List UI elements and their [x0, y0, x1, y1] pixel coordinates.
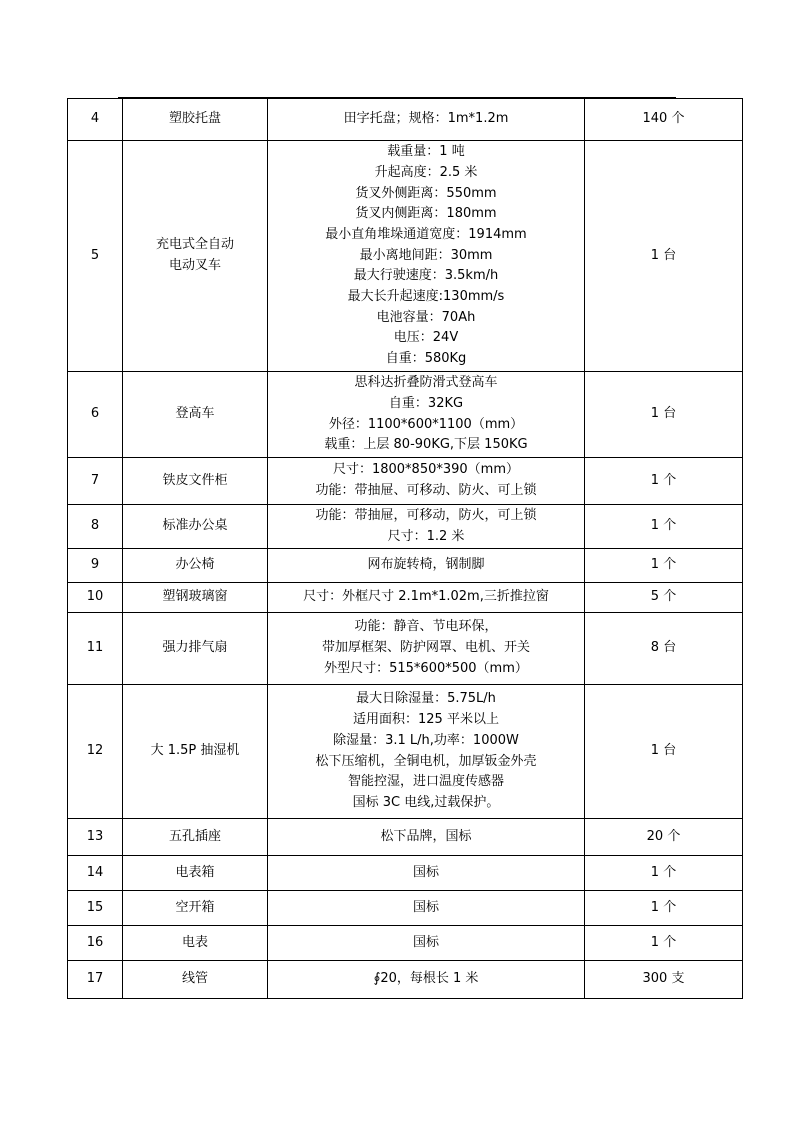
item-spec-text: ∮20，每根长 1 米 [373, 971, 479, 987]
item-spec-text: 自重：32KG [388, 395, 464, 411]
item-quantity [585, 856, 743, 891]
item-spec-text: 国标 [412, 899, 439, 915]
item-spec-text: 松下品牌，国标 [380, 828, 472, 844]
item-name-text: 线管 [181, 971, 208, 987]
item-number [68, 505, 123, 549]
item-number-text: 6 [90, 406, 100, 422]
item-spec-text: 尺寸：外框尺寸 2.1m*1.02m,三折推拉窗 [303, 589, 549, 605]
item-name [123, 685, 268, 819]
item-spec [268, 458, 585, 505]
item-spec [268, 505, 585, 549]
item-number [68, 141, 123, 372]
item-quantity [585, 99, 743, 141]
item-number-text: 11 [86, 640, 104, 656]
item-name-text: 塑胶托盘 [168, 111, 221, 127]
item-spec-text: 功能：静音、节电环保， [354, 619, 498, 635]
item-quantity [585, 372, 743, 458]
item-spec [268, 141, 585, 372]
item-spec-text: 功能：带抽屉、可移动、防火、可上锁 [315, 483, 537, 498]
item-spec [268, 549, 585, 583]
item-name-text: 电动叉车 [168, 258, 221, 273]
item-number-text: 8 [90, 518, 100, 534]
item-spec-text: 最大行驶速度：3.5km/h [353, 268, 499, 284]
item-spec [268, 891, 585, 926]
item-number-text: 4 [90, 111, 100, 127]
table-row [68, 856, 743, 891]
item-name [123, 891, 268, 926]
item-number-text: 5 [90, 247, 100, 263]
item-name-text: 塑钢玻璃窗 [162, 589, 228, 605]
item-name-text: 五孔插座 [168, 828, 221, 844]
item-number-text: 17 [86, 971, 104, 987]
item-name-text: 标准办公桌 [162, 518, 228, 534]
item-name [123, 819, 268, 856]
item-quantity-text: 140 个 [642, 111, 685, 127]
item-spec-text: 国标 [412, 864, 439, 880]
item-spec-text: 带加厚框架、防护网罩、电机、开关 [321, 640, 530, 656]
item-spec [268, 583, 585, 613]
item-spec-text: 适用面积：125 平米以上 [353, 712, 499, 728]
item-name-text: 大 1.5P 抽湿机 [150, 743, 240, 759]
item-name [123, 505, 268, 549]
item-name [123, 141, 268, 372]
item-spec-text: 最小离地间距：30mm [359, 247, 493, 263]
item-number [68, 856, 123, 891]
item-spec-text: 思科达折叠防滑式登高车 [354, 375, 498, 391]
item-name [123, 926, 268, 961]
item-number [68, 583, 123, 613]
item-spec-text: 松下压缩机，全铜电机，加厚钣金外壳 [315, 753, 537, 769]
item-quantity [585, 141, 743, 372]
item-number [68, 819, 123, 856]
item-spec-text: 最小直角堆垛通道宽度：1914mm [325, 226, 527, 242]
item-name-text: 充电式全自动 [155, 237, 234, 253]
item-quantity-text: 1 个 [650, 899, 677, 915]
table-row [68, 613, 743, 685]
table-row [68, 685, 743, 819]
item-spec-text: 最大日除湿量：5.75L/h [356, 691, 496, 707]
equipment-table [67, 98, 743, 999]
item-quantity-text: 20 个 [646, 828, 681, 844]
item-quantity-text: 8 台 [650, 640, 677, 656]
item-quantity-text: 1 台 [650, 247, 677, 263]
item-number-text: 14 [86, 864, 104, 880]
item-number-text: 7 [90, 472, 100, 488]
item-spec-text: 升起高度：2.5 米 [374, 164, 478, 180]
item-spec [268, 926, 585, 961]
item-quantity-text: 1 个 [650, 518, 677, 534]
item-name-text: 电表箱 [175, 864, 215, 880]
item-spec-text: 货叉外侧距离：550mm [355, 185, 497, 201]
item-spec-text: 国标 [412, 934, 439, 950]
table-row [68, 891, 743, 926]
table-row [68, 549, 743, 583]
item-spec-text: 智能控湿，进口温度传感器 [347, 774, 504, 790]
item-quantity [585, 549, 743, 583]
item-spec [268, 819, 585, 856]
item-name-text: 强力排气扇 [162, 640, 228, 656]
equipment-table-body [68, 99, 743, 999]
item-name [123, 549, 268, 583]
item-name-text: 空开箱 [175, 899, 215, 915]
item-number-text: 16 [86, 934, 104, 950]
item-quantity [585, 458, 743, 505]
table-row [68, 141, 743, 372]
item-number [68, 891, 123, 926]
item-quantity-text: 5 个 [650, 589, 677, 605]
item-spec-text: 载重：上层 80-90KG,下层 150KG [324, 437, 528, 453]
item-name-text: 铁皮文件柜 [162, 472, 228, 488]
item-spec-text: 功能：带抽屉，可移动，防火，可上锁 [315, 507, 537, 523]
table-row [68, 505, 743, 549]
table-row [68, 99, 743, 141]
item-spec [268, 685, 585, 819]
table-row [68, 926, 743, 961]
item-number [68, 549, 123, 583]
item-name [123, 613, 268, 685]
item-spec-text: 网布旋转椅，钢制脚 [367, 557, 485, 573]
item-spec [268, 961, 585, 999]
item-spec-text: 电压：24V [393, 330, 459, 346]
item-number [68, 99, 123, 141]
item-spec [268, 99, 585, 141]
table-row [68, 372, 743, 458]
item-spec-text: 外型尺寸：515*600*500（mm） [324, 660, 528, 676]
item-name [123, 99, 268, 141]
item-spec [268, 613, 585, 685]
item-number [68, 926, 123, 961]
item-spec-text: 尺寸：1.2 米 [387, 528, 465, 544]
item-number-text: 15 [86, 899, 104, 915]
item-spec-text: 最大长升起速度:130mm/s [347, 289, 505, 305]
item-quantity [585, 685, 743, 819]
item-spec-text: 尺寸：1800*850*390（mm） [332, 462, 520, 478]
table-row [68, 819, 743, 856]
item-number [68, 685, 123, 819]
item-spec-text: 外径：1100*600*1100（mm） [328, 416, 524, 432]
item-quantity [585, 961, 743, 999]
item-number-text: 13 [86, 828, 104, 844]
item-spec-text: 自重：580Kg [385, 351, 467, 367]
item-quantity [585, 613, 743, 685]
item-name-text: 登高车 [175, 406, 215, 422]
item-number [68, 372, 123, 458]
item-name [123, 856, 268, 891]
item-name-text: 电表 [181, 934, 208, 950]
item-name-text: 办公椅 [175, 557, 215, 573]
item-quantity-text: 1 个 [650, 934, 677, 950]
item-number [68, 458, 123, 505]
item-quantity-text: 1 台 [650, 743, 677, 759]
item-quantity-text: 300 支 [642, 971, 685, 987]
table-row [68, 961, 743, 999]
item-name [123, 961, 268, 999]
item-spec-text: 货叉内侧距离：180mm [355, 206, 497, 222]
item-spec-text: 田字托盘；规格：1m*1.2m [343, 111, 509, 127]
item-quantity [585, 891, 743, 926]
item-spec [268, 372, 585, 458]
item-spec-text: 除湿量：3.1 L/h,功率：1000W [333, 732, 519, 748]
item-spec-text: 电池容量：70Ah [376, 309, 476, 325]
item-quantity-text: 1 台 [650, 406, 677, 422]
item-name [123, 458, 268, 505]
item-spec-text: 国标 3C 电线,过载保护。 [352, 794, 500, 810]
item-name [123, 372, 268, 458]
item-spec [268, 856, 585, 891]
item-quantity [585, 505, 743, 549]
item-number-text: 12 [86, 743, 104, 759]
item-spec-text: 载重量：1 吨 [387, 144, 465, 160]
item-number [68, 961, 123, 999]
item-quantity-text: 1 个 [650, 864, 677, 880]
table-row [68, 458, 743, 505]
item-quantity [585, 583, 743, 613]
item-number-text: 10 [86, 589, 104, 605]
item-quantity [585, 819, 743, 856]
item-number-text: 9 [90, 557, 100, 573]
item-quantity [585, 926, 743, 961]
item-number [68, 613, 123, 685]
table-row [68, 583, 743, 613]
item-name [123, 583, 268, 613]
item-quantity-text: 1 个 [650, 557, 677, 573]
item-quantity-text: 1 个 [650, 472, 677, 488]
